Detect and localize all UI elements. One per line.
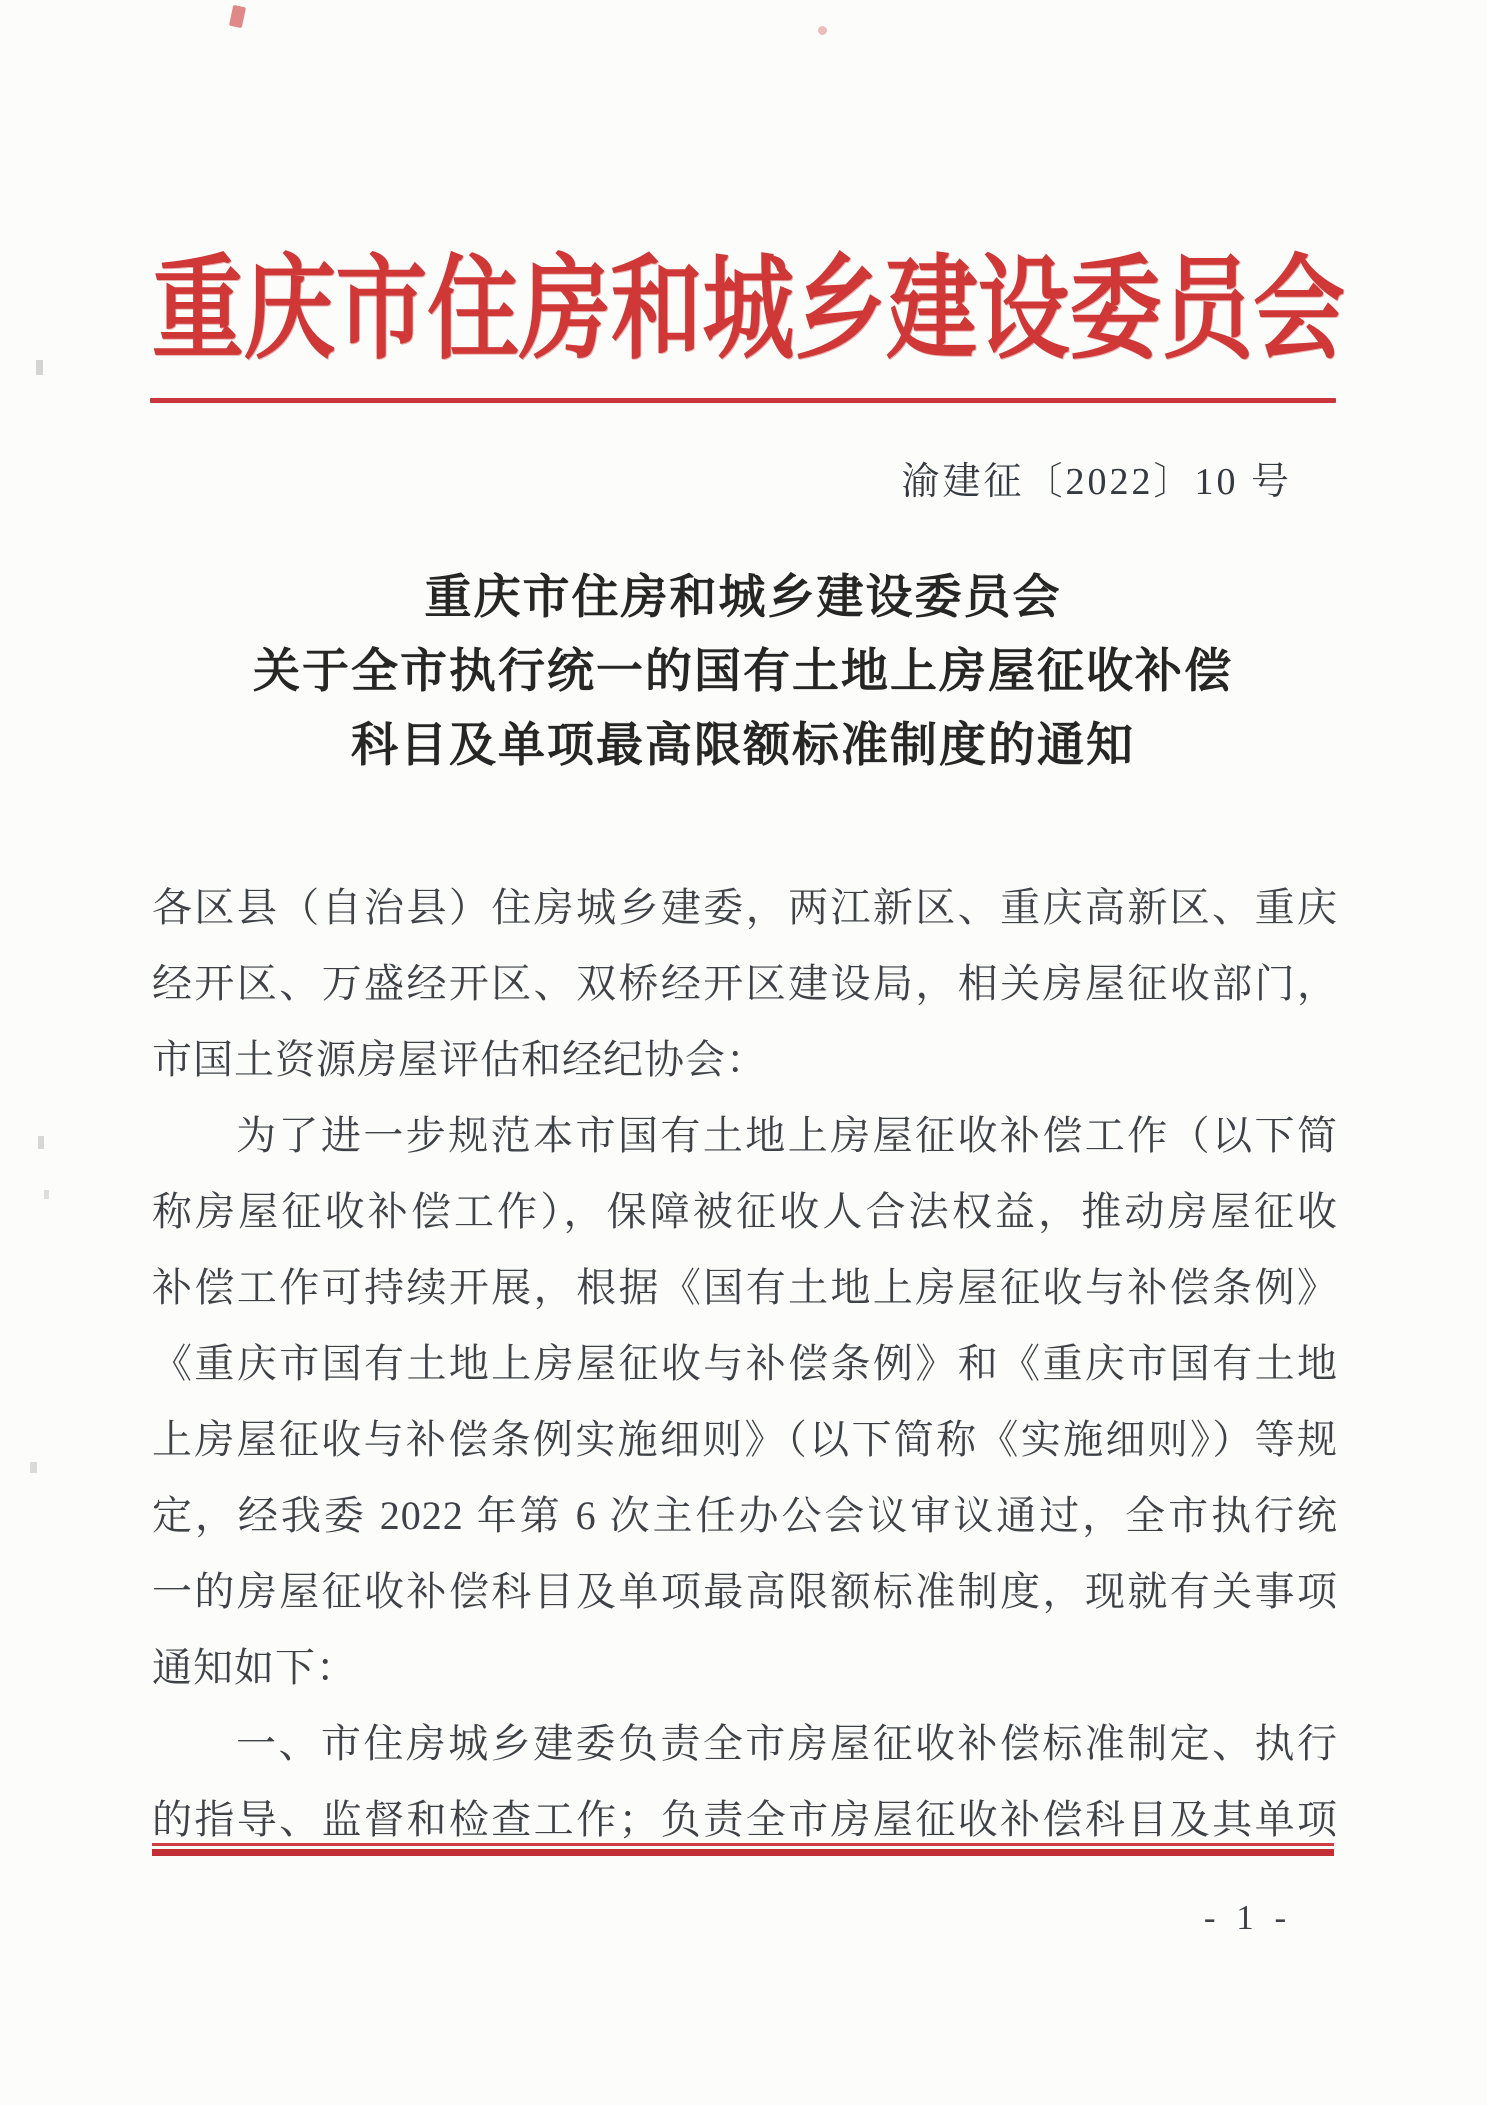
footer-divider-thick-line [152, 1849, 1334, 1856]
body-line: 《重庆市国有土地上房屋征收与补偿条例》和《重庆市国有土地 [152, 1341, 1338, 1386]
footer-divider-thin-line [152, 1843, 1334, 1846]
body-line: 补偿工作可持续开展，根据《国有土地上房屋征收与补偿条例》 [152, 1265, 1338, 1310]
body-line: 的指导、监督和检查工作；负责全市房屋征收补偿科目及其单项 [152, 1797, 1338, 1842]
notice-title-line-2: 关于全市执行统一的国有土地上房屋征收补偿 [253, 646, 1233, 698]
body-line: 经开区、万盛经开区、双桥经开区建设局，相关房屋征收部门， [152, 961, 1338, 1006]
scan-artifact [818, 26, 827, 35]
letterhead-divider [150, 398, 1336, 403]
notice-title-line-3: 科目及单项最高限额标准制度的通知 [351, 720, 1135, 772]
scan-artifact [30, 1462, 37, 1473]
body-line: 市国土资源房屋评估和经纪协会： [152, 1037, 767, 1082]
scan-artifact [36, 360, 43, 375]
body-text [152, 870, 1338, 1858]
body-line: 为了进一步规范本市国有土地上房屋征收补偿工作（以下简 [236, 1113, 1338, 1158]
page-number: - 1 - [1203, 1898, 1293, 1937]
notice-title-line-1: 重庆市住房和城乡建设委员会 [424, 572, 1062, 624]
body-line: 一的房屋征收补偿科目及单项最高限额标准制度，现就有关事项 [152, 1569, 1338, 1614]
body-line: 称房屋征收补偿工作），保障被征收人合法权益，推动房屋征收 [152, 1189, 1338, 1234]
document-number: 渝建征〔2022〕10 号 [901, 461, 1292, 503]
body-line: 通知如下： [152, 1645, 357, 1690]
letterhead-org-name: 重庆市住房和城乡建设委员会 [152, 248, 1345, 373]
body-line: 各区县（自治县）住房城乡建委，两江新区、重庆高新区、重庆 [152, 885, 1338, 930]
notice-title [152, 561, 1334, 783]
body-line: 一、市住房城乡建委负责全市房屋征收补偿标准制定、执行 [236, 1721, 1338, 1766]
scan-artifact [38, 1136, 44, 1149]
body-line: 定，经我委 2022 年第 6 次主任办公会议审议通过，全市执行统 [152, 1493, 1338, 1538]
footer-divider [152, 1843, 1334, 1856]
body-line: 上房屋征收与补偿条例实施细则》（以下简称《实施细则》）等规 [152, 1417, 1338, 1462]
scan-artifact [44, 1190, 49, 1199]
scan-artifact [229, 5, 246, 28]
